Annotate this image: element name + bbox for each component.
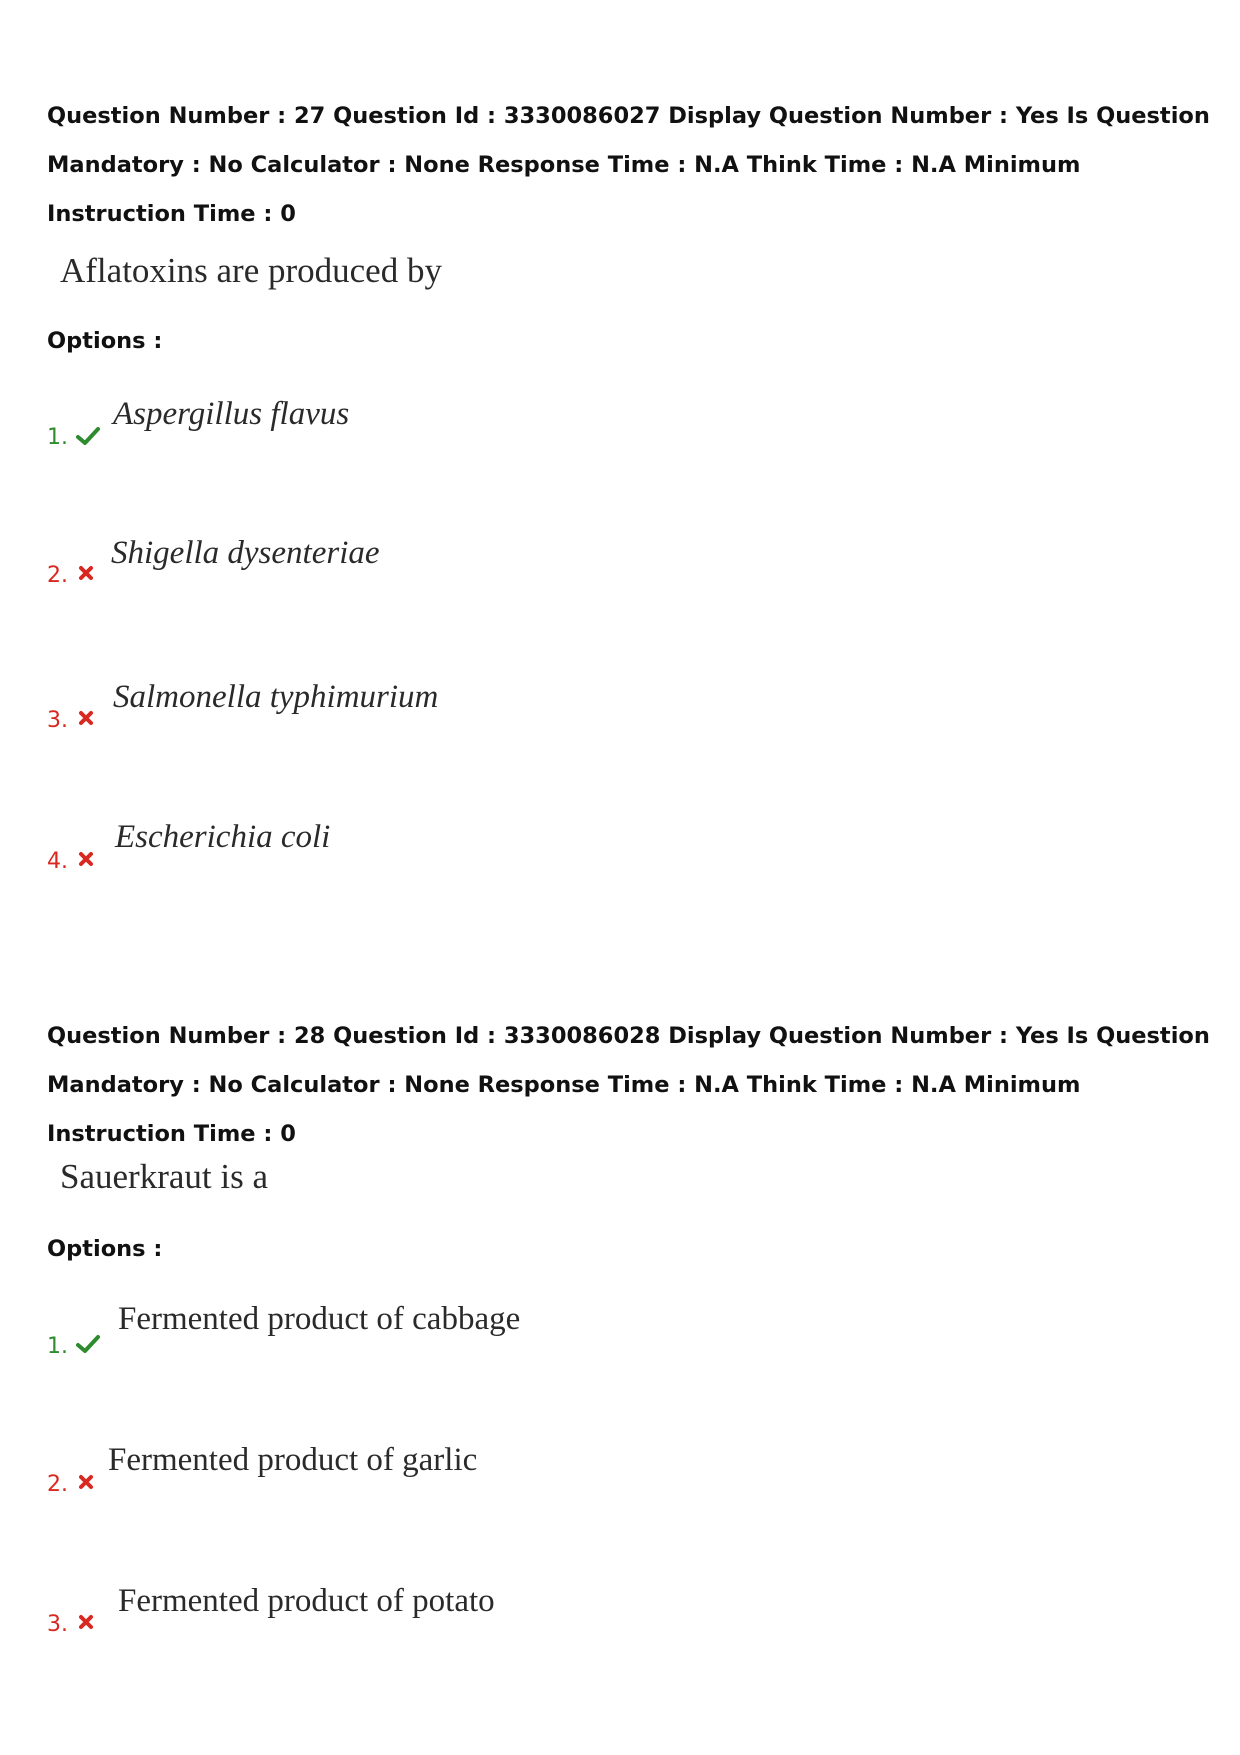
option-number: 1. <box>47 425 68 450</box>
question-27-stem: Aflatoxins are produced by <box>60 251 442 290</box>
option-number: 4. <box>47 849 68 874</box>
option-text: Fermented product of garlic <box>108 1442 478 1478</box>
check-icon <box>76 1334 100 1354</box>
option-text: Fermented product of potato <box>118 1583 495 1619</box>
option-text: Salmonella typhimurium <box>113 679 439 715</box>
option-text: Aspergillus flavus <box>113 396 350 432</box>
option-number: 3. <box>47 708 68 733</box>
cross-icon <box>78 565 94 581</box>
option-text: Shigella dysenteriae <box>111 535 380 571</box>
option-text: Escherichia coli <box>115 819 331 855</box>
option-number: 1. <box>47 1334 68 1359</box>
check-icon <box>76 426 100 446</box>
cross-icon <box>78 851 94 867</box>
option-number: 2. <box>47 563 68 588</box>
question-28-meta: Question Number : 28 Question Id : 3330086028 Display Question Number : Yes Is Question Mandatory : No Calculator : None Response Time : N.A Think Time : N.A Minimum Instruction Time : 0 <box>47 1023 1210 1147</box>
cross-icon <box>78 1614 94 1630</box>
question-28-stem: Sauerkraut is a <box>60 1157 268 1196</box>
question-27-meta: Question Number : 27 Question Id : 3330086027 Display Question Number : Yes Is Question Mandatory : No Calculator : None Response Time : N.A Think Time : N.A Minimum Instruction Time : 0 <box>47 103 1210 227</box>
question-27-options-heading: Options : <box>47 328 163 354</box>
cross-icon <box>78 1474 94 1490</box>
option-number: 2. <box>47 1472 68 1497</box>
cross-icon <box>78 710 94 726</box>
question-28-options-heading: Options : <box>47 1236 163 1262</box>
option-text: Fermented product of cabbage <box>118 1301 521 1337</box>
option-number: 3. <box>47 1612 68 1637</box>
